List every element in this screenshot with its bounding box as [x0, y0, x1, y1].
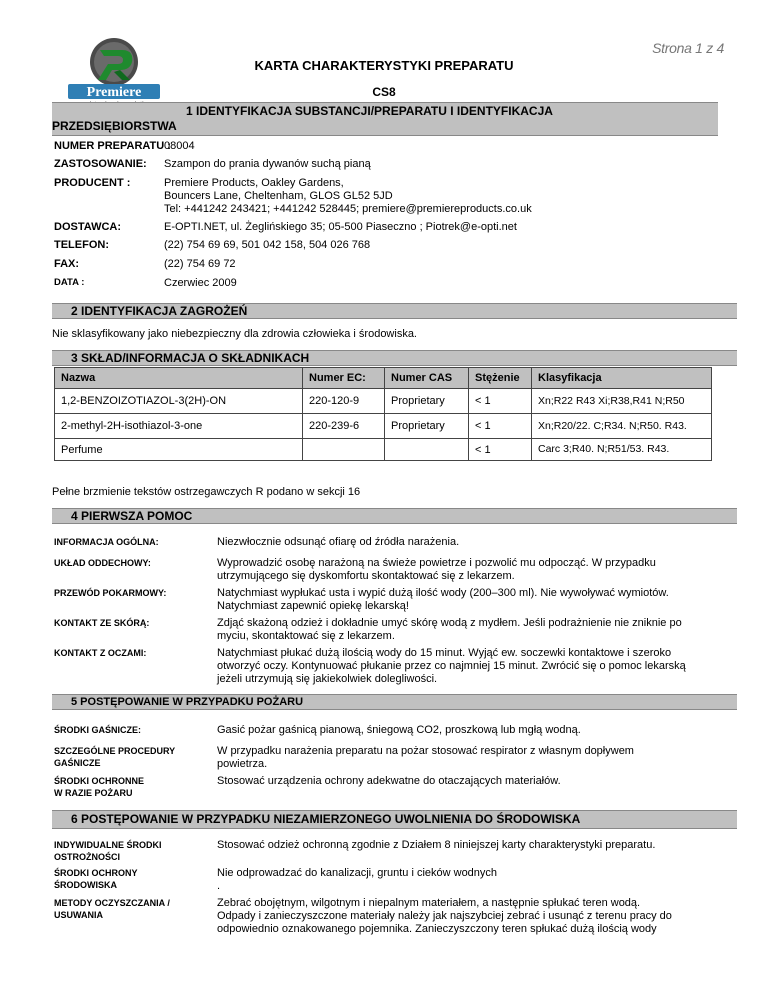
logo-brand: Premiere — [86, 85, 142, 100]
section-6-heading: 6 POSTĘPOWANIE W PRZYPADKU NIEZAMIERZONEGO UWOLNIENIA DO ŚRODOWISKA — [52, 810, 737, 829]
document-title: KARTA CHARAKTERYSTYKI PREPARATU — [254, 58, 514, 73]
section-4-heading: 4 PIERWSZA POMOC — [52, 508, 737, 524]
column-header: Stężenie — [469, 368, 532, 389]
column-header: Numer EC: — [303, 368, 385, 389]
column-header: Klasyfikacja — [532, 368, 712, 389]
page-number: Strona 1 z 4 — [652, 40, 724, 56]
section-2-text: Nie sklasyfikowany jako niebezpieczny dla zdrowia człowieka i środowiska. — [52, 328, 417, 340]
section-1-heading: 1 IDENTYFIKACJA SUBSTANCJI/PREPARATU I IDENTYFIKACJA PRZEDSIĘBIORSTWA — [52, 102, 718, 136]
composition-table — [54, 367, 712, 461]
table-row: 1,2-BENZOIZOTIAZOL-3(2H)-ON 220-120-9 Proprietary < 1 Xn;R22 R43 Xi;R38,R41 N;R50 — [55, 389, 712, 414]
section-3-heading: 3 SKŁAD/INFORMACJA O SKŁADNIKACH — [52, 350, 737, 366]
column-header: Numer CAS — [385, 368, 469, 389]
section-2-heading: 2 IDENTYFIKACJA ZAGROŻEŃ — [52, 303, 737, 319]
table-row: Perfume < 1 Carc 3;R40. N;R51/53. R43. — [55, 439, 712, 461]
product-code: CS8 — [372, 85, 396, 99]
section-3-note: Pełne brzmienie tekstów ostrzegawczych R podano w sekcji 16 — [52, 486, 361, 498]
section-5-heading: 5 POSTĘPOWANIE W PRZYPADKU POŻARU — [52, 694, 737, 710]
table-header-row — [55, 368, 712, 389]
column-header: Nazwa — [55, 368, 303, 389]
table-row: 2-methyl-2H-isothiazol-3-one 220-239-6 Proprietary < 1 Xn;R20/22. C;R34. N;R50. R43. — [55, 414, 712, 439]
